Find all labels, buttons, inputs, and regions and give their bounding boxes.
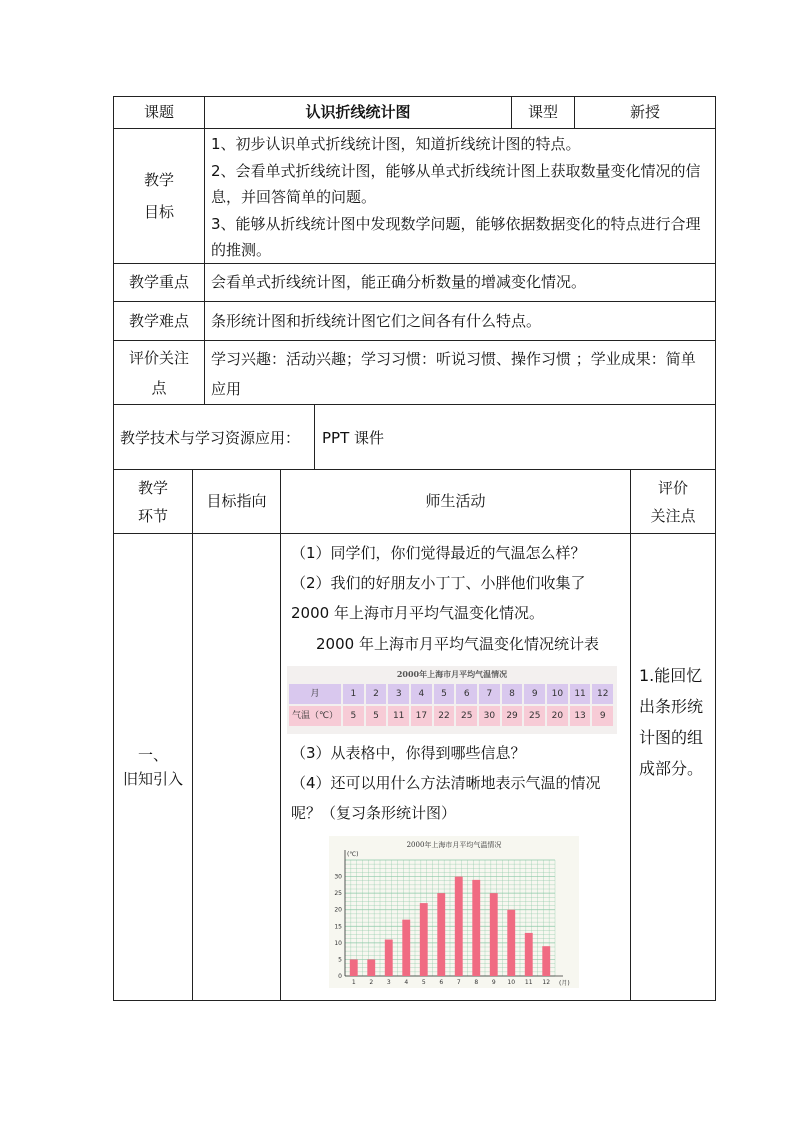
chart-y-tick-label: 15: [334, 923, 342, 931]
chart-x-tick-label: 6: [439, 979, 444, 986]
evaluation-text-cell: [204, 340, 716, 405]
col-activity-label: 师生活动: [425, 492, 486, 510]
chart-y-tick-label: 5: [338, 956, 342, 964]
difficulty-text-cell: [204, 301, 716, 341]
temp-table-temp-cell: 22: [434, 706, 455, 726]
chart-bar: [455, 877, 463, 976]
chart-x-tick-label: 7: [456, 979, 461, 986]
temp-table-month-cell: 9: [524, 684, 545, 704]
bar-chart: [329, 836, 579, 988]
chart-bar: [367, 959, 375, 976]
topic-value-cell: [204, 96, 512, 129]
temp-table-temp-cell: 13: [570, 706, 591, 726]
goal-item-2: 2、会看单式折线统计图，能够从单式折线统计图上获取数量变化情况的信息，并回答简单的问题。: [211, 161, 701, 206]
chart-x-unit: (月): [559, 980, 570, 987]
keypoint-text: 会看单式折线统计图，能正确分析数量的增减变化情况。: [211, 273, 587, 291]
chart-bar: [472, 880, 480, 976]
chart-x-tick-label: 10: [507, 979, 516, 986]
activity-line-2: （2）我们的好朋友小丁丁、小胖他们收集了 2000 年上海市月平均气温变化情况。: [291, 574, 586, 622]
temp-table-month-cell: 2: [366, 684, 387, 704]
chart-x-tick-label: 2: [369, 979, 374, 986]
section1-stage-line2: 旧知引入: [122, 770, 183, 788]
activity-line-3: （3）从表格中，你得到哪些信息？: [291, 744, 526, 762]
temp-table-month-cell: 1: [343, 684, 364, 704]
temp-table-temp-cell: 25: [456, 706, 477, 726]
temp-table-month-row: [289, 684, 615, 704]
section1-focus-cell: [630, 533, 716, 1001]
section1-stage-cell: [113, 533, 193, 1001]
temp-table-temp-cell: 25: [524, 706, 545, 726]
section1-stage-line1: 一、: [137, 746, 168, 764]
keypoint-text-cell: [204, 263, 716, 302]
temp-table-month-cell: 11: [570, 684, 591, 704]
temp-table-month-cell: 4: [411, 684, 432, 704]
goals-label-line1: 教学: [143, 171, 174, 189]
activity-line-1: （1）同学们，你们觉得最近的气温怎么样？: [291, 544, 586, 562]
col-focus-line2: 关注点: [650, 506, 696, 525]
chart-bar: [490, 893, 498, 976]
section1-focus-text: 1.能回忆出条形统计图的组成部分。: [639, 666, 704, 778]
chart-y-tick-label: 30: [334, 873, 342, 881]
goal-item-3: 3、能够从折线统计图中发现数学问题，能够依据数据变化的特点进行合理的推测。: [211, 214, 701, 259]
goal-item-1: 1、初步认识单式折线统计图，知道折线统计图的特点。: [211, 135, 581, 153]
topic-value: 认识折线统计图: [305, 103, 411, 121]
goals-label-line2: 目标: [143, 203, 174, 221]
topic-label-cell: [113, 96, 205, 129]
temp-table-temp-cell: 29: [502, 706, 523, 726]
goals-text-cell: [204, 128, 716, 264]
temp-table-temp-cell: 30: [479, 706, 500, 726]
temp-table-temp-label: 气温（℃）: [289, 706, 341, 726]
goals-label-cell: [113, 128, 205, 264]
tech-label-cell: [113, 404, 315, 470]
temp-table-temp-cell: 5: [343, 706, 364, 726]
temp-table-temp-cell: 11: [388, 706, 409, 726]
chart-y-tick-label: 10: [334, 939, 342, 947]
chart-x-tick-label: 11: [524, 979, 533, 986]
chart-x-tick-label: 1: [351, 979, 356, 986]
chart-y-tick-label: 0: [338, 973, 342, 980]
temp-table-month-cell: 10: [547, 684, 568, 704]
type-value-cell: [574, 96, 716, 129]
col-focus-header: [630, 469, 716, 534]
chart-y-tick-label: 25: [334, 890, 342, 898]
chart-x-tick-label: 4: [404, 979, 409, 986]
col-goal-label: 目标指向: [206, 492, 267, 510]
temp-table-temp-cell: 9: [592, 706, 613, 726]
chart-x-tick-label: 3: [386, 979, 391, 986]
topic-label: 课题: [143, 103, 174, 121]
chart-y-tick-label: 20: [334, 906, 342, 914]
keypoint-label-cell: [113, 263, 205, 302]
chart-bar: [542, 946, 550, 976]
temp-table-temp-row: [289, 706, 615, 726]
col-goal-header: [192, 469, 281, 534]
evaluation-text: 学习兴趣：活动兴趣；学习习惯：听说习惯、操作习惯 ；学业成果：简单应用: [211, 350, 696, 398]
section1-activity-cell: [280, 533, 631, 1001]
evaluation-label-cell: [113, 340, 205, 405]
temp-table-caption: 2000 年上海市月平均气温变化情况统计表: [316, 635, 599, 653]
temp-table-temp-cell: 20: [547, 706, 568, 726]
temp-table-temp-cell: 5: [366, 706, 387, 726]
evaluation-label-line2: 点: [151, 378, 167, 397]
tech-value-cell: [314, 404, 716, 470]
temp-table-month-cell: 8: [502, 684, 523, 704]
col-stage-line2: 环节: [137, 506, 168, 525]
temp-table-image: [287, 666, 617, 734]
evaluation-label-line1: 评价关注: [128, 348, 189, 367]
section1-goal-cell: [192, 533, 281, 1001]
temp-table-title: 2000年上海市月平均气温情况: [396, 669, 508, 679]
temp-table-month-cell: 12: [592, 684, 613, 704]
temp-table-month-cell: 5: [434, 684, 455, 704]
chart-x-tick-label: 12: [542, 979, 551, 986]
difficulty-text: 条形统计图和折线统计图它们之间各有什么特点。: [211, 312, 542, 330]
chart-bar: [385, 940, 393, 976]
tech-value: PPT 课件: [322, 429, 385, 447]
temp-table-month-cell: 3: [388, 684, 409, 704]
temp-table-temp-cell: 17: [411, 706, 432, 726]
bar-chart-svg: [329, 836, 579, 988]
chart-x-tick-label: 8: [474, 979, 479, 986]
temp-table-month-label: 月: [289, 684, 341, 704]
chart-bar: [525, 933, 533, 976]
chart-title: 2000年上海市月平均气温情况: [406, 841, 502, 849]
col-focus-line1: 评价: [657, 478, 688, 497]
chart-bar: [350, 959, 358, 976]
type-label-cell: [511, 96, 575, 129]
chart-bar: [420, 903, 428, 976]
col-activity-header: [280, 469, 631, 534]
type-value: 新授: [629, 103, 660, 121]
col-stage-line1: 教学: [137, 478, 168, 497]
chart-x-tick-label: 9: [491, 979, 496, 986]
keypoint-label: 教学重点: [128, 273, 189, 291]
chart-y-unit: (℃): [347, 851, 359, 858]
difficulty-label: 教学难点: [128, 311, 189, 330]
temp-table-month-cell: 6: [456, 684, 477, 704]
chart-x-tick-label: 5: [421, 979, 426, 986]
chart-bar: [507, 910, 515, 976]
difficulty-label-cell: [113, 301, 205, 341]
col-stage-header: [113, 469, 193, 534]
tech-label: 教学技术与学习资源应用：: [120, 429, 301, 447]
chart-bar: [402, 920, 410, 976]
activity-line-4: （4）还可以用什么方法清晰地表示气温的情况呢？（复习条形统计图）: [291, 774, 601, 822]
temp-table-month-cell: 7: [479, 684, 500, 704]
type-label: 课型: [527, 103, 558, 121]
chart-bar: [437, 893, 445, 976]
